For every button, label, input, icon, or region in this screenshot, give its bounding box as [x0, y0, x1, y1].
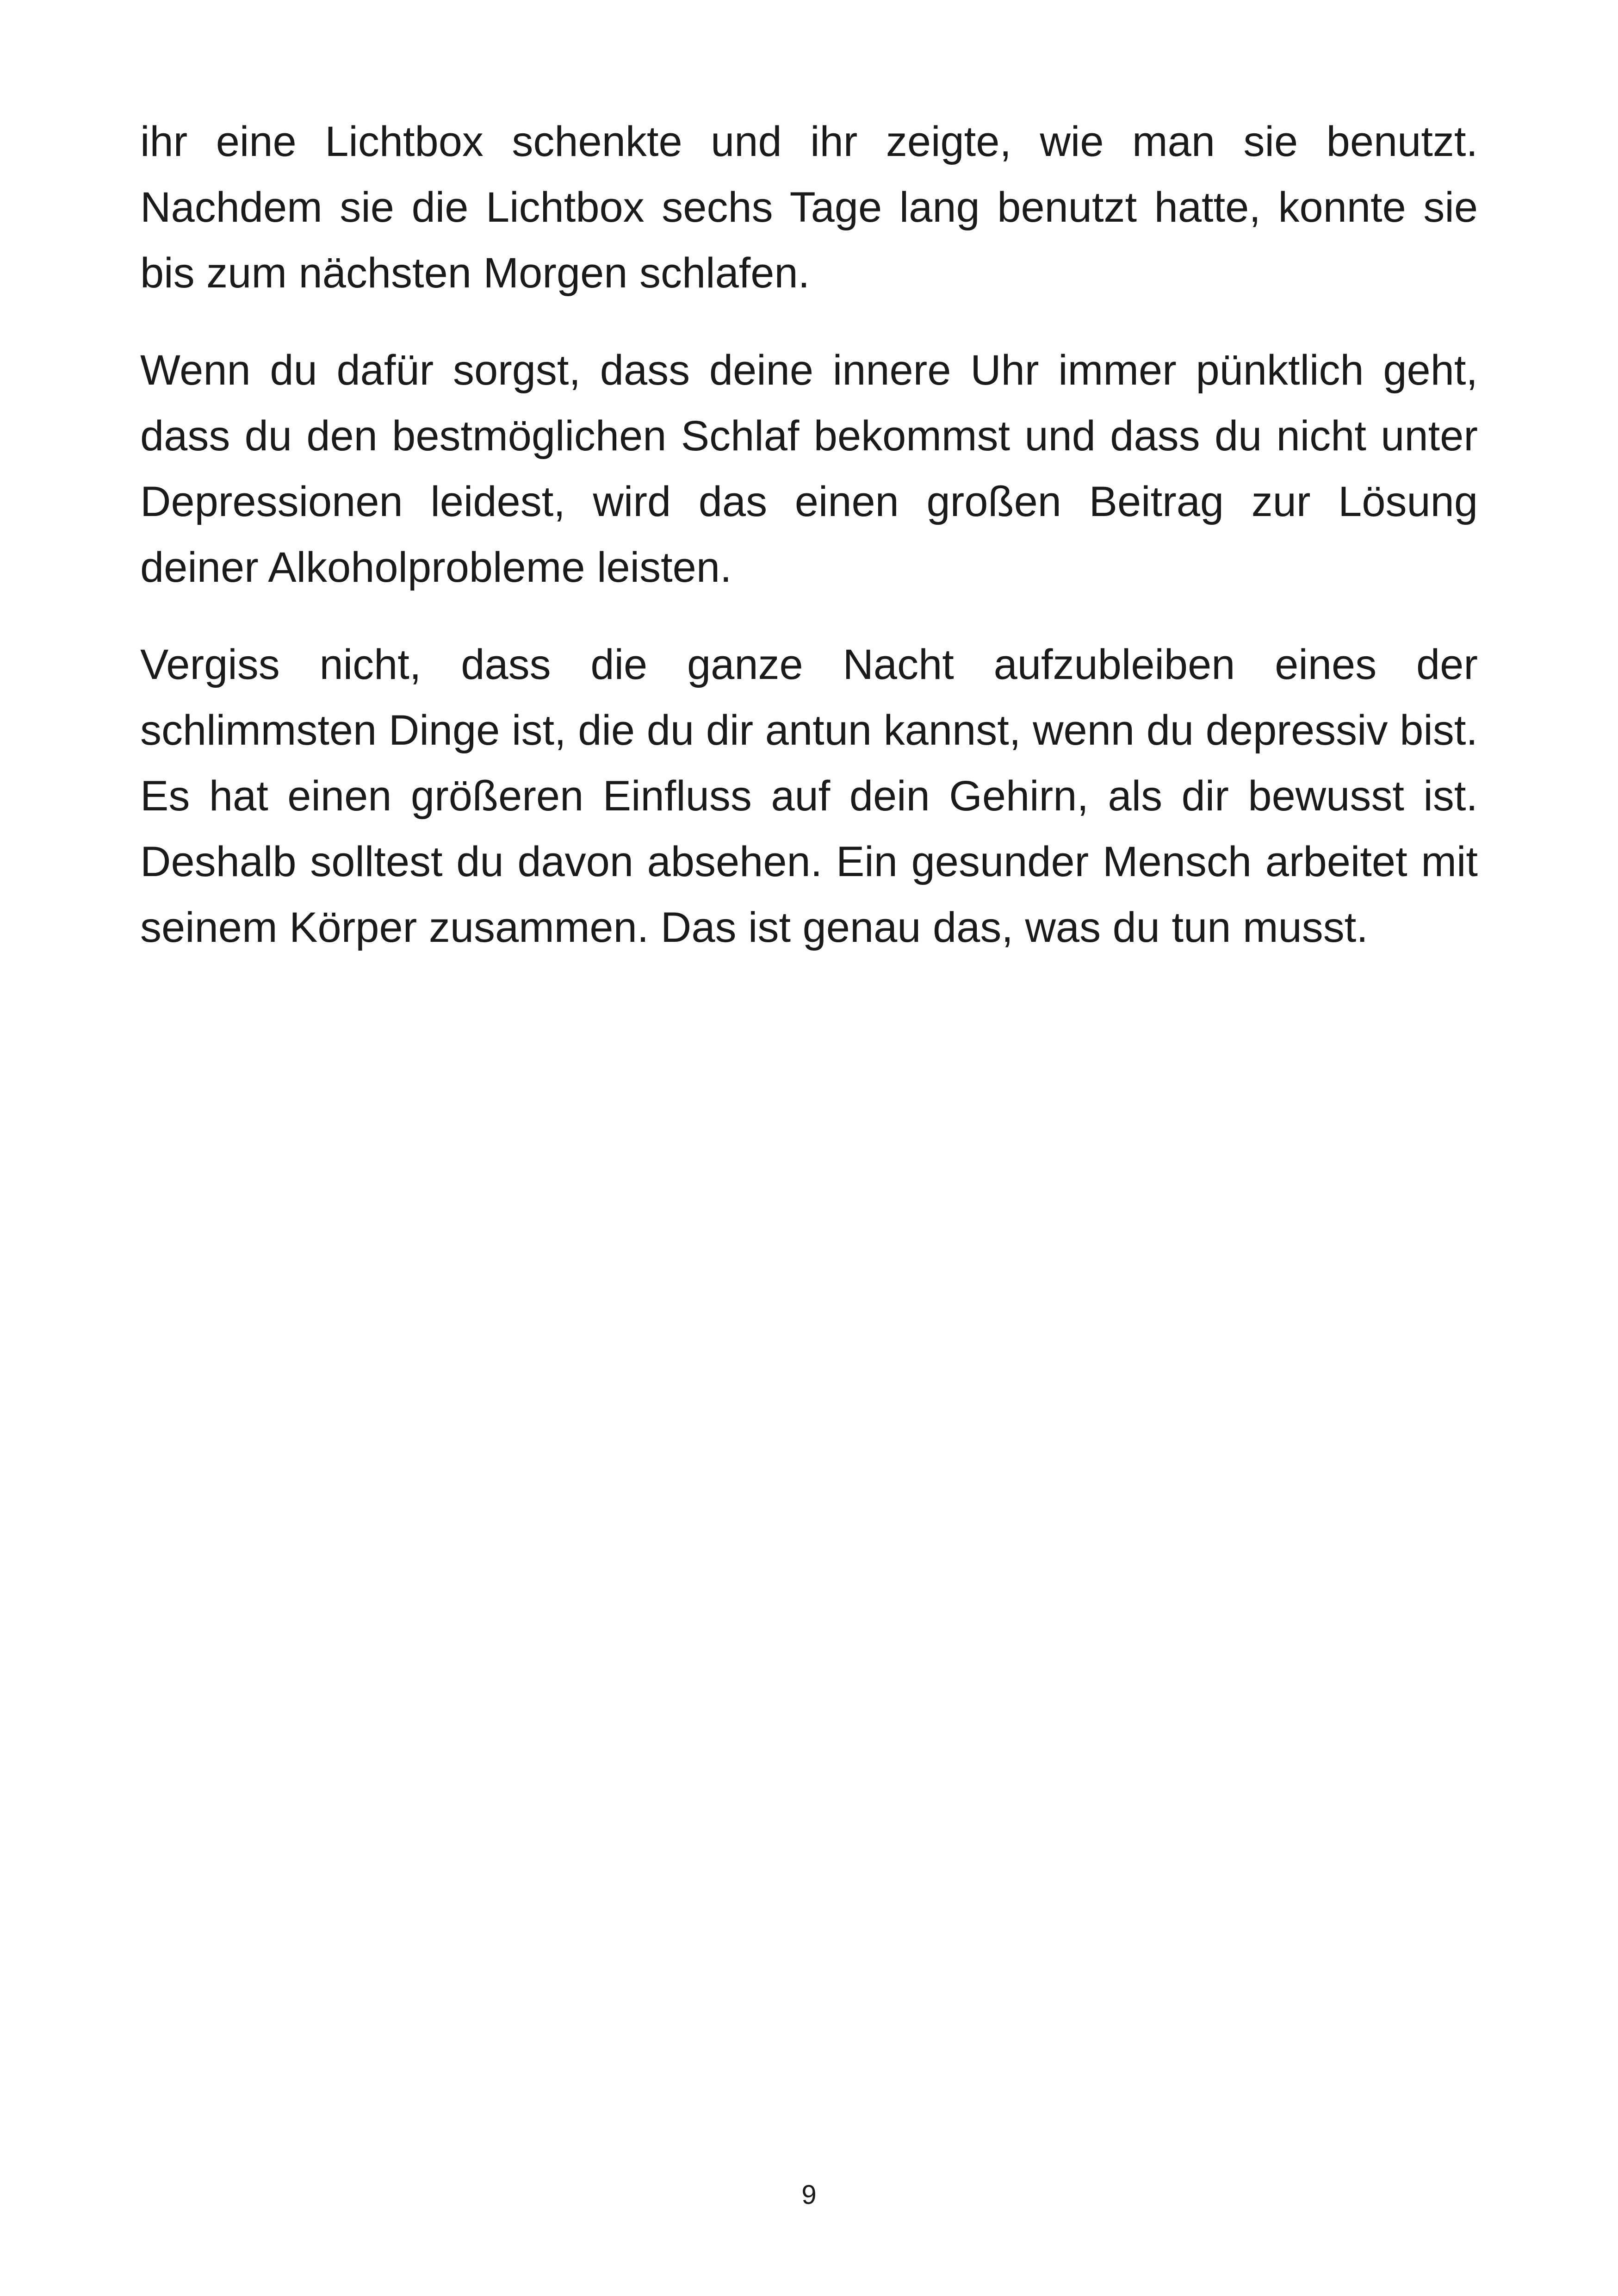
paragraph-3: Vergiss nicht, dass die ganze Nacht aufzubleiben eines der schlimmsten Dinge ist, die du dir antun kannst, wenn du depressiv bist. Es hat einen größeren Einfluss auf dein Gehirn, als dir bewusst ist. Deshalb solltest du davon absehen. Ein gesunder Mensch arbeitet mit seinem Körper zusammen. Das ist genau das, was du tun musst. [140, 641, 1478, 951]
paragraph-1: ihr eine Lichtbox schenkte und ihr zeigte, wie man sie benutzt. Nachdem sie die Lichtbox sechs Tage lang benutzt hatte, konnte sie bis zum nächsten Morgen schlafen. [140, 118, 1478, 297]
paragraph-2: Wenn du dafür sorgst, dass deine innere Uhr immer pünktlich geht, dass du den bestmöglichen Schlaf bekommst und dass du nicht unter Depressionen leidest, wird das einen großen Beitrag zur Lösung deiner Alkoholprobleme leisten. [140, 347, 1478, 591]
body-text [140, 109, 1478, 992]
page-number: 9 [801, 2180, 817, 2210]
